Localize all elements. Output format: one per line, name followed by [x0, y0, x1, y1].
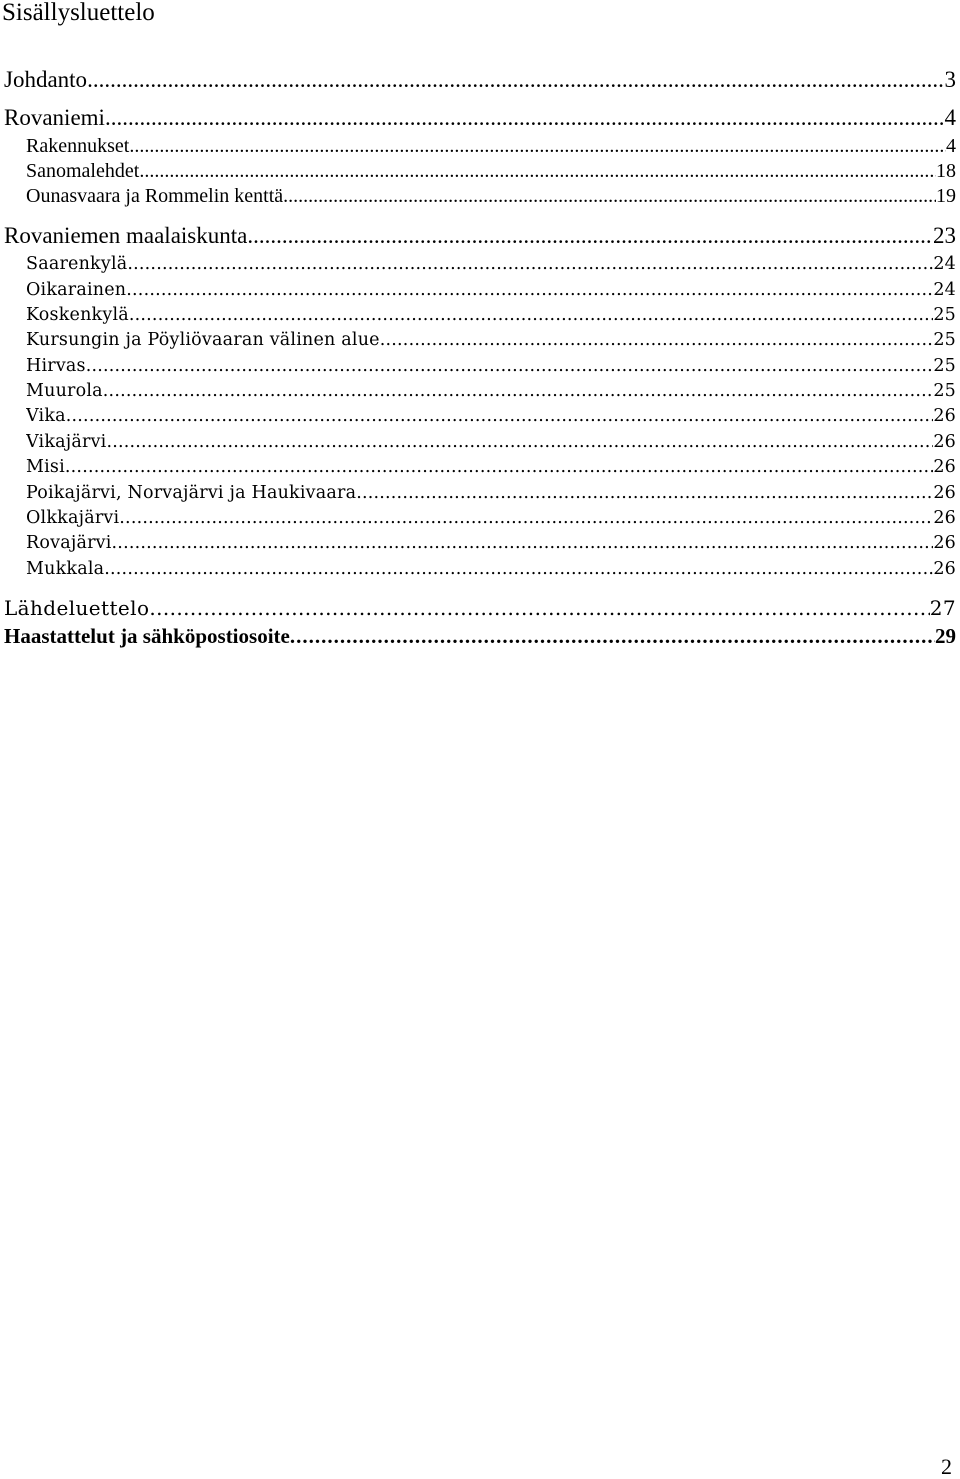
- page-number: 2: [941, 1454, 952, 1479]
- toc-entry-label: Rovaniemen maalaiskunta: [4, 223, 248, 248]
- toc-leader: [66, 404, 934, 428]
- toc-entry-label: Oikarainen: [26, 280, 127, 300]
- toc-entry-label: Koskenkylä: [26, 305, 129, 325]
- toc-entry-label: Rovajärvi: [26, 533, 112, 553]
- toc-entry-label: Rakennukset: [26, 135, 130, 157]
- toc-entry-page: 26: [933, 559, 956, 579]
- toc-entry-page: 23: [933, 223, 956, 248]
- toc-entry-rovaniemen-maalaiskunta[interactable]: [4, 222, 956, 250]
- toc-entry-label: Lähdeluettelo: [4, 596, 150, 620]
- toc-title: Sisällysluettelo: [2, 0, 155, 26]
- toc-entry-page: 24: [933, 254, 956, 274]
- toc-leader: [380, 328, 934, 352]
- toc-leader: [86, 354, 934, 378]
- toc-entry-lahdeluettelo[interactable]: [4, 594, 956, 622]
- toc-leader: [149, 594, 929, 622]
- toc-leader: [247, 222, 933, 250]
- toc-entry-poikajarvi[interactable]: [26, 481, 956, 505]
- toc-leader: [283, 184, 936, 208]
- toc-entry-rovaniemi[interactable]: [4, 104, 956, 132]
- toc-leader: [356, 481, 933, 505]
- toc-entry-label: Kursungin ja Pöyliövaaran välinen alue: [26, 330, 380, 350]
- toc-leader: [119, 506, 933, 530]
- toc-entry-page: 26: [933, 432, 956, 452]
- toc-entry-page: 4: [944, 105, 956, 130]
- toc-entry-rakennukset[interactable]: [26, 134, 956, 158]
- toc-leader: [139, 159, 936, 183]
- toc-entry-label: Rovaniemi: [4, 105, 105, 130]
- toc-entry-muurola[interactable]: [26, 379, 956, 403]
- toc-entry-page: 26: [933, 483, 956, 503]
- toc-entry-koskenkyla[interactable]: [26, 303, 956, 327]
- toc-entry-saarenkyla[interactable]: [26, 252, 956, 276]
- toc-entry-haastattelut[interactable]: [4, 623, 956, 649]
- toc-entry-label: Johdanto: [4, 67, 88, 92]
- toc-entry-label: Vika: [26, 406, 66, 426]
- toc-entry-rovajarvi[interactable]: [26, 531, 956, 555]
- toc-entry-page: 3: [944, 67, 956, 92]
- toc-leader: [112, 531, 934, 555]
- toc-entry-vika[interactable]: [26, 404, 956, 428]
- toc-leader: [105, 104, 945, 132]
- toc-entry-label: Vikajärvi: [26, 432, 107, 452]
- toc-entry-page: 26: [933, 508, 956, 528]
- toc-entry-page: 25: [933, 381, 956, 401]
- toc-entry-page: 26: [933, 406, 956, 426]
- toc-leader: [127, 252, 933, 276]
- toc-entry-label: Misi: [26, 457, 65, 477]
- toc-entry-page: 25: [933, 305, 956, 325]
- toc-entry-vikajarvi[interactable]: [26, 430, 956, 454]
- toc-entry-sanomalehdet[interactable]: [26, 159, 956, 183]
- toc-entry-page: 26: [933, 457, 956, 477]
- toc-entry-label: Sanomalehdet: [26, 160, 140, 182]
- toc-entry-page: 19: [936, 185, 956, 207]
- toc-entry-page: 4: [946, 135, 956, 157]
- toc-entry-page: 18: [936, 160, 956, 182]
- toc-leader: [129, 303, 933, 327]
- toc-entry-mukkala[interactable]: [26, 557, 956, 581]
- toc-leader: [290, 623, 935, 649]
- toc-entry-label: Muurola: [26, 381, 103, 401]
- toc-entry-page: 25: [933, 356, 956, 376]
- toc-leader: [106, 430, 933, 454]
- toc-entry-label: Poikajärvi, Norvajärvi ja Haukivaara: [26, 483, 357, 503]
- toc-entry-label: Ounasvaara ja Rommelin kenttä: [26, 185, 284, 207]
- toc-entry-olkkajarvi[interactable]: [26, 506, 956, 530]
- toc-leader: [104, 557, 933, 581]
- toc-leader: [65, 455, 933, 479]
- toc-entry-label: Mukkala: [26, 559, 105, 579]
- toc-leader: [103, 379, 934, 403]
- toc-leader: [87, 66, 944, 94]
- toc-entry-oikarainen[interactable]: [26, 278, 956, 302]
- toc-entry-ounasvaara[interactable]: [26, 184, 956, 208]
- toc-entry-misi[interactable]: [26, 455, 956, 479]
- toc-entry-johdanto[interactable]: [4, 66, 956, 94]
- toc-leader: [129, 134, 946, 158]
- toc-entry-page: 29: [935, 624, 956, 648]
- toc-entry-page: 25: [933, 330, 956, 350]
- toc-entry-page: 24: [933, 280, 956, 300]
- toc-entry-page: 27: [929, 596, 956, 620]
- toc-entry-label: Hirvas: [26, 356, 86, 376]
- toc-entry-page: 26: [933, 533, 956, 553]
- toc-entry-hirvas[interactable]: [26, 354, 956, 378]
- toc-entry-label: Olkkajärvi: [26, 508, 120, 528]
- toc-entry-kursungin[interactable]: [26, 328, 956, 352]
- toc-entry-label: Haastattelut ja sähköpostiosoite: [4, 624, 290, 648]
- toc-entry-label: Saarenkylä: [26, 254, 128, 274]
- toc-leader: [126, 278, 933, 302]
